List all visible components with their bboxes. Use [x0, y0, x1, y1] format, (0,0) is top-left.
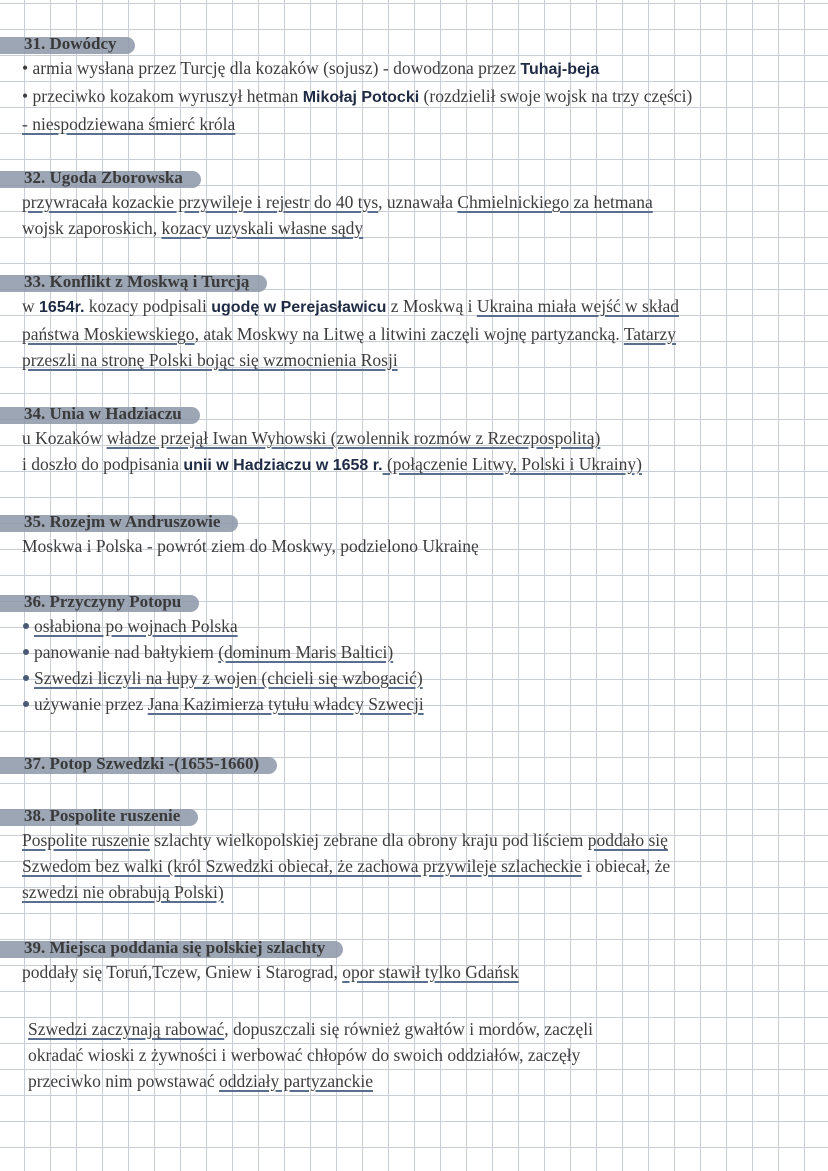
- closing-paragraph: [28, 1016, 822, 1094]
- section-31: [22, 34, 822, 137]
- section-36: [22, 592, 822, 717]
- list-item: Szwedzi liczyli na łupy z wojen (chcieli się wzbogacić): [22, 665, 822, 691]
- text-line: państwa Moskiewskiego, atak Moskwy na Litwę a litwini zaczęli wojnę partyzancką. Tatarzy: [22, 324, 677, 344]
- text-line: i doszło do podpisania unii w Hadziaczu w 1658 r. (połączenie Litwy, Polski i Ukrainy): [22, 454, 642, 474]
- text-line: Pospolite ruszenie szlachty wielkopolskiej zebrane dla obrony kraju pod liściem poddało się: [22, 830, 668, 850]
- section-heading: 36. Przyczyny Potopu: [20, 592, 199, 613]
- text-line: • przeciwko kozakom wyruszył hetman Mikołaj Potocki (rozdzielił swoje wojsk na trzy części): [22, 86, 693, 106]
- section-heading: 39. Miejsca poddania się polskiej szlachty: [20, 938, 343, 959]
- section-heading: 32. Ugoda Zborowska: [20, 168, 201, 189]
- text-line: okradać wioski z żywności i werbować chłopów do swoich oddziałów, zaczęły: [28, 1045, 581, 1065]
- bullet-icon: [23, 623, 29, 629]
- section-34: [22, 404, 822, 479]
- text-line: wojsk zaporoskich, kozacy uzyskali własne sądy: [22, 218, 364, 238]
- text-line: poddały się Toruń,Tczew, Gniew i Starograd, opor stawił tylko Gdańsk: [22, 962, 519, 982]
- bullet-icon: [23, 675, 29, 681]
- section-heading: 35. Rozejm w Andruszowie: [20, 512, 238, 533]
- text-line: przeszli na stronę Polski bojąc się wzmocnienia Rosji: [22, 350, 398, 370]
- section-35: [22, 512, 822, 559]
- section-37: [22, 754, 822, 775]
- text-line: - niespodziewana śmierć króla: [22, 114, 236, 134]
- text-line: u Kozaków władze przejął Iwan Wyhowski (zwolennik rozmów z Rzeczpospolitą): [22, 428, 601, 448]
- list-item: używanie przez Jana Kazimierza tytułu władcy Szwecji: [22, 691, 822, 717]
- section-heading: 38. Pospolite ruszenie: [20, 806, 198, 827]
- text-line: przeciwko nim powstawać oddziały partyzanckie: [28, 1071, 374, 1091]
- text-line: Moskwa i Polska - powrót ziem do Moskwy, podzielono Ukrainę: [22, 536, 479, 556]
- text-line: szwedzi nie obrabują Polski): [22, 882, 224, 902]
- section-heading: 34. Unia w Hadziaczu: [20, 404, 200, 425]
- section-39: [22, 938, 822, 985]
- bullet-icon: [23, 701, 29, 707]
- text-line: w 1654r. kozacy podpisali ugodę w Perejasławicu z Moskwą i Ukraina miała wejść w skład: [22, 296, 679, 316]
- text-line: • armia wysłana przez Turcję dla kozaków (sojusz) - dowodzona przez Tuhaj-beja: [22, 58, 600, 78]
- section-heading: 37. Potop Szwedzki -(1655-1660): [20, 754, 277, 775]
- text-line: przywracała kozackie przywileje i rejestr do 40 tys, uznawała Chmielnickiego za hetmana: [22, 192, 653, 212]
- section-33: [22, 272, 822, 373]
- text-line: Szwedom bez walki (król Szwedzki obiecał, że zachowa przywileje szlacheckie i obiecał, że: [22, 856, 671, 876]
- bullet-icon: [23, 649, 29, 655]
- section-heading: 31. Dowódcy: [20, 34, 135, 55]
- list-item: osłabiona po wojnach Polska: [22, 613, 822, 639]
- text-line: Szwedzi zaczynają rabować, dopuszczali się również gwałtów i mordów, zaczęli: [28, 1019, 593, 1039]
- section-32: [22, 168, 822, 241]
- section-heading: 33. Konflikt z Moskwą i Turcją: [20, 272, 267, 293]
- section-38: [22, 806, 822, 905]
- list-item: panowanie nad bałtykiem (dominum Maris Baltici): [22, 639, 822, 665]
